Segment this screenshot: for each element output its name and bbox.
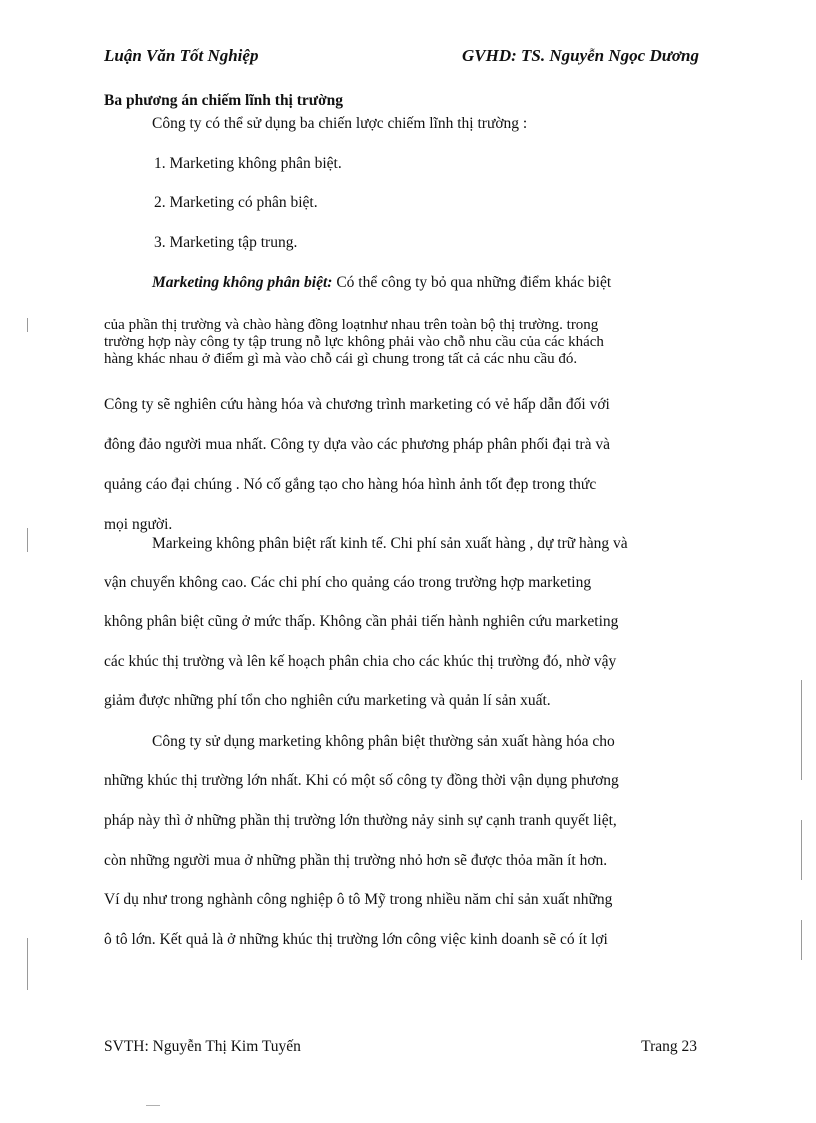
para1-line3: trường hợp này công ty tập trung nỗ lực không phải vào chỗ nhu cầu của các khách [104,334,604,350]
scan-artifact [801,920,802,960]
para3-line5: Ví dụ như trong nghành công nghiệp ô tô Mỹ trong nhiều năm chỉ sản xuất những [104,891,613,908]
list-item: 3. Marketing tập trung. [154,234,298,251]
list-item: 2. Marketing có phân biệt. [154,194,318,211]
footer-right: Trang 23 [641,1038,697,1055]
para3-line4: còn những người mua ở những phần thị trường nhỏ hơn sẽ được thỏa mãn ít hơn. [104,852,608,869]
para2-line5: giảm được những phí tổn cho nghiên cứu marketing và quản lí sản xuất. [104,692,551,709]
para1-line7: quảng cáo đại chúng . Nó cố gắng tạo cho hàng hóa hình ảnh tốt đẹp trong thức [104,476,597,493]
para1-lead-rest: Có thể công ty bỏ qua những điểm khác biệt [332,274,612,291]
para1-line4: hàng khác nhau ở điểm gì mà vào chỗ cái gì chung trong tất cả các nhu cầu đó. [104,351,578,367]
scan-artifact [27,318,28,332]
para2-line1: Markeing không phân biệt rất kinh tế. Chi phí sản xuất hàng , dự trữ hàng và [152,535,628,552]
scan-artifact [801,680,802,780]
footer-left: SVTH: Nguyễn Thị Kim Tuyến [104,1038,301,1055]
para3-line6: ô tô lớn. Kết quả là ở những khúc thị trường lớn công việc kinh doanh sẽ có ít lợi [104,931,608,948]
scan-artifact [27,528,28,552]
para3-line2: những khúc thị trường lớn nhất. Khi có một số công ty đồng thời vận dụng phương [104,772,619,789]
para2-line2: vận chuyển không cao. Các chi phí cho quảng cáo trong trường hợp marketing [104,574,592,591]
header-left: Luận Văn Tốt Nghiệp [104,46,259,65]
section-title: Ba phương án chiếm lĩnh thị trường [104,92,344,109]
para2-line4: các khúc thị trường và lên kế hoạch phân chia cho các khúc thị trường đó, nhờ vậy [104,653,617,670]
intro-text: Công ty có thể sử dụng ba chiến lược chiếm lĩnh thị trường : [152,115,528,132]
para1-line8: mọi người. [104,516,173,533]
para3-line3: pháp này thì ở những phần thị trường lớn thường nảy sinh sự cạnh tranh quyết liệt, [104,812,617,829]
para1-line5: Công ty sẽ nghiên cứu hàng hóa và chương trình marketing có vẻ hấp dẫn đối với [104,396,610,413]
scan-artifact [27,938,28,990]
para1-line1 [152,274,611,292]
para1-lead: Marketing không phân biệt: [152,274,333,291]
scan-artifact [801,820,802,880]
list-item: 1. Marketing không phân biệt. [154,155,342,172]
header-right: GVHD: TS. Nguyễn Ngọc Dương [461,46,699,65]
para3-line1: Công ty sử dụng marketing không phân biệt thường sản xuất hàng hóa cho [152,733,615,750]
scan-artifact [146,1105,160,1106]
para1-line6: đông đảo người mua nhất. Công ty dựa vào các phương pháp phân phối đại trà và [104,436,611,453]
para2-line3: không phân biệt cũng ở mức thấp. Không cần phải tiến hành nghiên cứu marketing [104,613,619,630]
para1-line2: của phần thị trường và chào hàng đồng loạtnhư nhau trên toàn bộ thị trường. trong [104,317,599,333]
